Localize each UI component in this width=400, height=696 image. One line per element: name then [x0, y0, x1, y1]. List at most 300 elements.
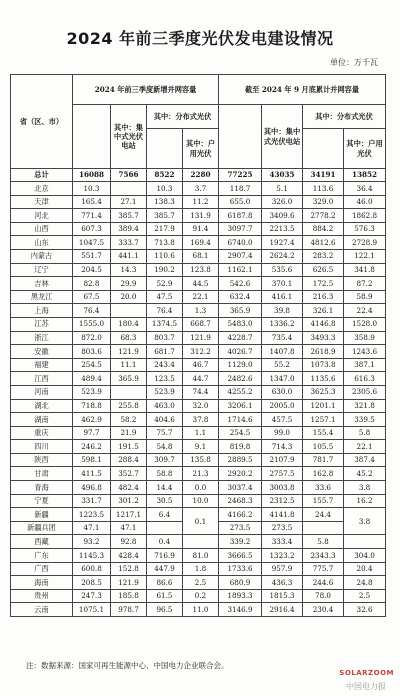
- value-cell: 680.9: [219, 576, 262, 590]
- value-cell: 21.3: [183, 467, 219, 481]
- value-cell: 10.0: [183, 494, 219, 508]
- region-cell: 福建: [11, 358, 73, 372]
- value-cell: 52.9: [147, 277, 183, 291]
- region-cell: 安徽: [11, 345, 73, 359]
- value-cell: 326.0: [262, 195, 303, 209]
- value-cell: 2920.2: [219, 467, 262, 481]
- value-cell: 447.9: [147, 562, 183, 576]
- value-cell: 1733.6: [219, 562, 262, 576]
- header-cum-household: 其中：户用光伏: [344, 129, 386, 169]
- value-cell: 3666.5: [219, 549, 262, 563]
- table-row: [11, 385, 386, 399]
- region-cell: 山东: [11, 236, 73, 250]
- table-row: [11, 209, 386, 223]
- value-cell: 803.7: [147, 331, 183, 345]
- value-cell: 551.7: [73, 249, 111, 263]
- value-cell: 957.9: [262, 562, 303, 576]
- table-row: [11, 317, 386, 331]
- value-cell: [147, 521, 183, 535]
- value-cell: 121.9: [111, 345, 147, 359]
- value-cell: 457.5: [262, 413, 303, 427]
- value-cell: 22.4: [344, 304, 386, 318]
- value-cell: 9.1: [183, 440, 219, 454]
- value-cell: 1927.4: [262, 236, 303, 250]
- value-cell: 190.2: [147, 263, 183, 277]
- total-cell: 8522: [147, 169, 183, 182]
- value-cell: 2005.0: [262, 399, 303, 413]
- value-cell: 99.0: [262, 426, 303, 440]
- value-cell: 1407.8: [262, 345, 303, 359]
- value-cell: 1201.1: [303, 399, 344, 413]
- value-cell: 411.5: [73, 467, 111, 481]
- table-row: [11, 440, 386, 454]
- table-row: [11, 576, 386, 590]
- value-cell: 138.3: [147, 195, 183, 209]
- header-cumulative-capacity: 截至 2024 年 9 月底累计并网容量: [219, 75, 386, 105]
- value-cell: 4026.7: [219, 345, 262, 359]
- value-cell: 122.1: [344, 249, 386, 263]
- value-cell: 58.2: [111, 413, 147, 427]
- value-cell: 1217.1: [111, 508, 147, 522]
- region-cell: 青海: [11, 481, 73, 495]
- value-cell: 74.4: [183, 385, 219, 399]
- value-cell: 312.2: [183, 345, 219, 359]
- value-cell: 775.7: [303, 562, 344, 576]
- value-cell: 385.7: [147, 209, 183, 223]
- value-cell: 110.6: [147, 249, 183, 263]
- table-row: [11, 331, 386, 345]
- value-cell: 3003.8: [262, 481, 303, 495]
- value-cell: 2778.2: [303, 209, 344, 223]
- header-region: 省（区、市）: [11, 75, 73, 169]
- header-new-household: 其中：户用光伏: [183, 129, 219, 169]
- value-cell: 20.0: [111, 290, 147, 304]
- value-cell: 326.1: [303, 304, 344, 318]
- value-cell: 6740.0: [219, 236, 262, 250]
- value-cell: 14.3: [111, 263, 147, 277]
- value-cell: [183, 535, 219, 549]
- value-cell: 283.2: [303, 249, 344, 263]
- value-cell: 598.1: [73, 453, 111, 467]
- table-row: [11, 358, 386, 372]
- region-cell: 天津: [11, 195, 73, 209]
- table-row: [11, 195, 386, 209]
- watermark-brand: SOLARZOOM: [339, 669, 394, 677]
- table-row: [11, 549, 386, 563]
- value-cell: 204.5: [73, 263, 111, 277]
- total-cell: 2280: [183, 169, 219, 182]
- value-cell: 404.6: [147, 413, 183, 427]
- value-cell: 2889.5: [219, 453, 262, 467]
- value-cell: 1257.1: [303, 413, 344, 427]
- value-cell: 27.1: [111, 195, 147, 209]
- region-cell: 贵州: [11, 589, 73, 603]
- value-cell: 489.4: [73, 372, 111, 386]
- value-cell: 4228.7: [219, 331, 262, 345]
- header-cum-distributed: 其中：分布式光伏: [303, 105, 386, 129]
- header-new-central: 其中：集中式光伏电站: [111, 105, 147, 169]
- value-cell: 304.0: [344, 549, 386, 563]
- value-cell: 21.9: [111, 426, 147, 440]
- value-cell: 121.9: [183, 331, 219, 345]
- value-cell: 358.9: [344, 331, 386, 345]
- value-cell: 46.0: [344, 195, 386, 209]
- value-cell: 1862.8: [344, 209, 386, 223]
- value-cell: 10.3: [147, 182, 183, 196]
- value-cell: 185.8: [111, 589, 147, 603]
- value-cell: 2213.5: [262, 222, 303, 236]
- value-cell: 105.5: [303, 440, 344, 454]
- value-cell: 339.2: [219, 535, 262, 549]
- value-cell: 39.8: [262, 304, 303, 318]
- value-cell: 82.8: [73, 277, 111, 291]
- value-cell: 165.4: [73, 195, 111, 209]
- value-cell: 288.4: [111, 453, 147, 467]
- value-cell: 1323.2: [262, 549, 303, 563]
- value-cell: [344, 535, 386, 549]
- unit-label: 单位：万千瓦: [330, 58, 378, 67]
- value-cell: 387.4: [344, 453, 386, 467]
- value-cell: 1.1: [183, 426, 219, 440]
- value-cell: 155.4: [303, 426, 344, 440]
- value-cell: 92.8: [111, 535, 147, 549]
- region-cell: 广西: [11, 562, 73, 576]
- solar-capacity-table: [10, 74, 386, 617]
- value-cell: 463.0: [147, 399, 183, 413]
- value-cell: 321.8: [344, 399, 386, 413]
- value-cell: 1893.3: [219, 589, 262, 603]
- region-cell: 湖北: [11, 399, 73, 413]
- value-cell: 4141.8: [262, 508, 303, 522]
- value-cell: 3.8: [344, 508, 386, 535]
- value-cell: 370.1: [262, 277, 303, 291]
- value-cell: 24.4: [303, 508, 344, 522]
- value-cell: 3.7: [183, 182, 219, 196]
- table-row: [11, 413, 386, 427]
- value-cell: 718.8: [73, 399, 111, 413]
- total-cell: 16088: [73, 169, 111, 182]
- table-row: [11, 304, 386, 318]
- value-cell: 713.8: [147, 236, 183, 250]
- region-cell: 江西: [11, 372, 73, 386]
- total-cell: 43035: [262, 169, 303, 182]
- value-cell: 341.8: [344, 263, 386, 277]
- value-cell: 416.1: [262, 290, 303, 304]
- value-cell: 1.8: [183, 562, 219, 576]
- region-cell: 北京: [11, 182, 73, 196]
- total-cell: 7566: [111, 169, 147, 182]
- table-row: [11, 263, 386, 277]
- value-cell: 123.8: [183, 263, 219, 277]
- table-row: [11, 494, 386, 508]
- value-cell: 385.7: [111, 209, 147, 223]
- value-cell: [111, 182, 147, 196]
- value-cell: 243.4: [147, 358, 183, 372]
- value-cell: 607.3: [73, 222, 111, 236]
- value-cell: 4812.6: [303, 236, 344, 250]
- header-new-distributed: 其中：分布式光伏: [147, 105, 219, 129]
- value-cell: 155.7: [303, 494, 344, 508]
- total-cell: 34191: [303, 169, 344, 182]
- value-cell: 716.9: [147, 549, 183, 563]
- value-cell: 230.4: [303, 603, 344, 617]
- value-cell: 735.4: [262, 331, 303, 345]
- value-cell: 333.4: [262, 535, 303, 549]
- region-cell: 新疆兵团: [11, 521, 73, 535]
- value-cell: 44.5: [183, 277, 219, 291]
- value-cell: 1714.6: [219, 413, 262, 427]
- table-row: [11, 277, 386, 291]
- value-cell: 0.2: [183, 589, 219, 603]
- value-cell: 30.5: [147, 494, 183, 508]
- value-cell: 329.0: [303, 195, 344, 209]
- table-row: [11, 345, 386, 359]
- value-cell: 1129.0: [219, 358, 262, 372]
- value-cell: 32.6: [344, 603, 386, 617]
- page-title: 2024 年前三季度光伏发电建设情况: [66, 29, 334, 48]
- value-cell: 2482.6: [219, 372, 262, 386]
- value-cell: 1073.8: [303, 358, 344, 372]
- value-cell: 55.2: [262, 358, 303, 372]
- value-cell: 1555.0: [73, 317, 111, 331]
- value-cell: 11.2: [183, 195, 219, 209]
- table-row: [11, 603, 386, 617]
- value-cell: 3097.7: [219, 222, 262, 236]
- value-cell: 4255.2: [219, 385, 262, 399]
- value-cell: 1135.6: [303, 372, 344, 386]
- value-cell: 333.7: [111, 236, 147, 250]
- value-cell: 36.4: [344, 182, 386, 196]
- value-cell: 352.7: [111, 467, 147, 481]
- value-cell: 16.2: [344, 494, 386, 508]
- value-cell: 191.5: [111, 440, 147, 454]
- value-cell: 978.7: [111, 603, 147, 617]
- value-cell: 11.1: [111, 358, 147, 372]
- value-cell: 3493.3: [303, 331, 344, 345]
- value-cell: 482.4: [111, 481, 147, 495]
- value-cell: 389.4: [111, 222, 147, 236]
- value-cell: 169.4: [183, 236, 219, 250]
- value-cell: 1047.5: [73, 236, 111, 250]
- value-cell: 441.1: [111, 249, 147, 263]
- region-cell: 湖南: [11, 413, 73, 427]
- region-cell: 西藏: [11, 535, 73, 549]
- value-cell: 2624.2: [262, 249, 303, 263]
- total-cell: 77225: [219, 169, 262, 182]
- value-cell: 58.8: [147, 467, 183, 481]
- value-cell: 10.3: [73, 182, 111, 196]
- value-cell: 217.9: [147, 222, 183, 236]
- table-row: [11, 589, 386, 603]
- value-cell: 3409.6: [262, 209, 303, 223]
- region-cell: 重庆: [11, 426, 73, 440]
- region-cell: 甘肃: [11, 467, 73, 481]
- table-row: [11, 372, 386, 386]
- value-cell: 32.0: [183, 399, 219, 413]
- header-cum-total-blank: [219, 105, 262, 169]
- table-row: [11, 399, 386, 413]
- value-cell: 616.3: [344, 372, 386, 386]
- value-cell: 2107.9: [262, 453, 303, 467]
- region-cell: 云南: [11, 603, 73, 617]
- value-cell: 58.9: [344, 290, 386, 304]
- value-cell: 254.5: [219, 426, 262, 440]
- region-cell: 宁夏: [11, 494, 73, 508]
- value-cell: 29.9: [111, 277, 147, 291]
- table-row: [11, 426, 386, 440]
- total-label: 总计: [11, 169, 73, 182]
- header-cum-central: 其中：集中式光伏电站: [262, 105, 303, 169]
- value-cell: 47.5: [147, 290, 183, 304]
- value-cell: 365.9: [111, 372, 147, 386]
- value-cell: 68.1: [183, 249, 219, 263]
- value-cell: 2907.4: [219, 249, 262, 263]
- total-row: [11, 169, 386, 182]
- value-cell: 67.5: [73, 290, 111, 304]
- value-cell: 22.1: [344, 440, 386, 454]
- value-cell: 496.8: [73, 481, 111, 495]
- value-cell: 91.4: [183, 222, 219, 236]
- value-cell: 44.7: [183, 372, 219, 386]
- value-cell: 86.6: [147, 576, 183, 590]
- value-cell: 309.7: [147, 453, 183, 467]
- table-row: [11, 290, 386, 304]
- region-cell: 广东: [11, 549, 73, 563]
- value-cell: 121.9: [111, 576, 147, 590]
- value-cell: 152.8: [111, 562, 147, 576]
- value-cell: 247.3: [73, 589, 111, 603]
- value-cell: 45.2: [344, 467, 386, 481]
- region-cell: 河北: [11, 209, 73, 223]
- value-cell: 4146.8: [303, 317, 344, 331]
- value-cell: 462.9: [73, 413, 111, 427]
- table-row: [11, 236, 386, 250]
- value-cell: 436.3: [262, 576, 303, 590]
- source-note: 注：数据来源：国家可再生能源中心、中国电力企业联合会。: [26, 661, 229, 670]
- value-cell: 428.4: [111, 549, 147, 563]
- value-cell: 93.2: [73, 535, 111, 549]
- value-cell: 255.8: [111, 399, 147, 413]
- value-cell: 5.8: [303, 535, 344, 549]
- region-cell: 浙江: [11, 331, 73, 345]
- value-cell: 273.5: [219, 521, 262, 535]
- value-cell: 1.3: [183, 304, 219, 318]
- table-row: [11, 481, 386, 495]
- value-cell: 2728.9: [344, 236, 386, 250]
- total-cell: 13852: [344, 169, 386, 182]
- region-cell: 新疆: [11, 508, 73, 522]
- value-cell: 4166.2: [219, 508, 262, 522]
- value-cell: 172.5: [303, 277, 344, 291]
- value-cell: [303, 521, 344, 535]
- value-cell: 81.0: [183, 549, 219, 563]
- value-cell: 1815.3: [262, 589, 303, 603]
- value-cell: 803.6: [73, 345, 111, 359]
- value-cell: 301.2: [111, 494, 147, 508]
- value-cell: 0.1: [183, 508, 219, 535]
- value-cell: 47.1: [73, 521, 111, 535]
- value-cell: 24.8: [344, 576, 386, 590]
- value-cell: 1374.5: [147, 317, 183, 331]
- region-cell: 河南: [11, 385, 73, 399]
- value-cell: 20.4: [344, 562, 386, 576]
- value-cell: 87.2: [344, 277, 386, 291]
- value-cell: 1528.0: [344, 317, 386, 331]
- region-cell: 山西: [11, 222, 73, 236]
- header-new-distributed-blank: [147, 129, 183, 169]
- value-cell: 135.8: [183, 453, 219, 467]
- value-cell: 1336.2: [262, 317, 303, 331]
- value-cell: 61.5: [147, 589, 183, 603]
- value-cell: 162.8: [303, 467, 344, 481]
- header-new-total-blank: [73, 105, 111, 169]
- value-cell: 668.7: [183, 317, 219, 331]
- value-cell: 47.1: [111, 521, 147, 535]
- value-cell: 0.0: [183, 481, 219, 495]
- value-cell: 180.4: [111, 317, 147, 331]
- value-cell: [111, 304, 147, 318]
- value-cell: 681.7: [147, 345, 183, 359]
- value-cell: 2468.3: [219, 494, 262, 508]
- value-cell: 630.0: [262, 385, 303, 399]
- table-row: [11, 453, 386, 467]
- table-row: [11, 182, 386, 196]
- table-row: [11, 535, 386, 549]
- value-cell: 3037.4: [219, 481, 262, 495]
- value-cell: 771.4: [73, 209, 111, 223]
- value-cell: 3206.1: [219, 399, 262, 413]
- value-cell: 3.8: [344, 481, 386, 495]
- value-cell: 118.7: [219, 182, 262, 196]
- value-cell: 2.5: [344, 589, 386, 603]
- value-cell: 37.8: [183, 413, 219, 427]
- value-cell: 54.8: [147, 440, 183, 454]
- value-cell: 819.8: [219, 440, 262, 454]
- value-cell: 76.4: [147, 304, 183, 318]
- value-cell: 1243.6: [344, 345, 386, 359]
- region-cell: 吉林: [11, 277, 73, 291]
- value-cell: 5.8: [344, 426, 386, 440]
- value-cell: 3146.9: [219, 603, 262, 617]
- value-cell: 97.7: [73, 426, 111, 440]
- value-cell: 244.6: [303, 576, 344, 590]
- value-cell: [111, 385, 147, 399]
- value-cell: 339.5: [344, 413, 386, 427]
- value-cell: 872.0: [73, 331, 111, 345]
- value-cell: 600.8: [73, 562, 111, 576]
- value-cell: 2916.4: [262, 603, 303, 617]
- value-cell: 113.6: [303, 182, 344, 196]
- value-cell: 0.4: [147, 535, 183, 549]
- region-cell: 四川: [11, 440, 73, 454]
- value-cell: 714.3: [262, 440, 303, 454]
- value-cell: 273.5: [262, 521, 303, 535]
- value-cell: 68.3: [111, 331, 147, 345]
- value-cell: 884.2: [303, 222, 344, 236]
- value-cell: 96.5: [147, 603, 183, 617]
- value-cell: 365.9: [219, 304, 262, 318]
- value-cell: 387.1: [344, 358, 386, 372]
- value-cell: 76.4: [73, 304, 111, 318]
- value-cell: 22.1: [183, 290, 219, 304]
- table-row: [11, 222, 386, 236]
- value-cell: 5.1: [262, 182, 303, 196]
- value-cell: 2757.5: [262, 467, 303, 481]
- value-cell: 1075.1: [73, 603, 111, 617]
- value-cell: 75.7: [147, 426, 183, 440]
- value-cell: 254.5: [73, 358, 111, 372]
- value-cell: 2343.3: [303, 549, 344, 563]
